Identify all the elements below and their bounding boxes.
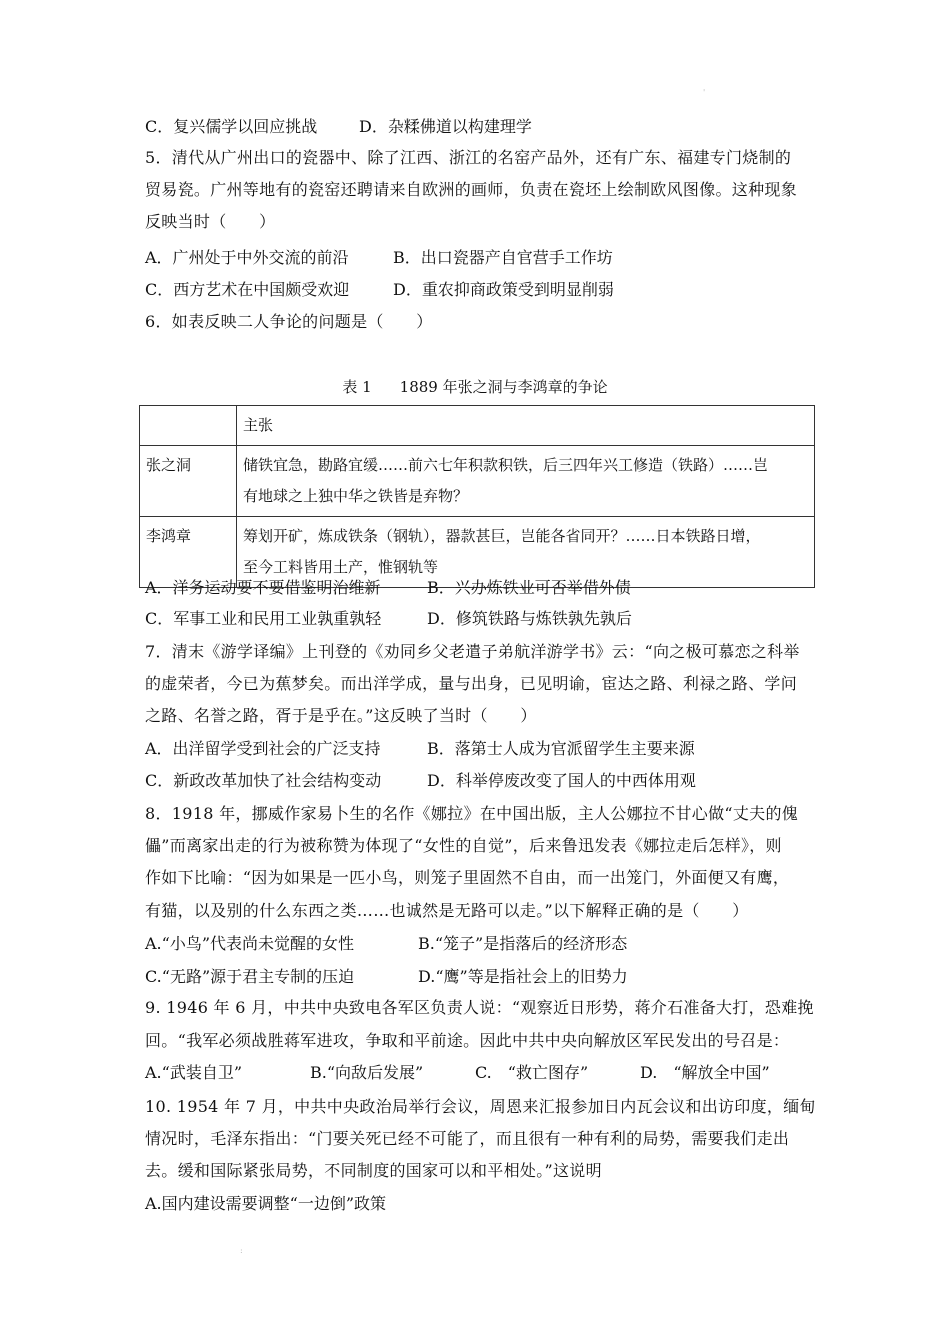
q10-stem-line-3: 去。缓和国际紧张局势，不同制度的国家可以和平相处。”这说明 [145, 1161, 602, 1180]
q8-option-d: D.“鹰”等是指社会上的旧势力 [418, 967, 628, 986]
q9-option-b: B.“向敌后发展” [310, 1063, 424, 1082]
table-header-row [140, 406, 815, 446]
table-row-claim [237, 517, 815, 588]
q7-stem-line-1: 7．清末《游学译编》上刊登的《劝同乡父老遣子弟航洋游学书》云：“向之极可慕恋之科举 [145, 642, 800, 661]
table-header-cell-claim: 主张 [237, 406, 815, 446]
debate-table [139, 405, 815, 588]
q4-option-c: C．复兴儒学以回应挑战 [145, 117, 318, 136]
q7-option-c: C．新政改革加快了社会结构变动 [145, 771, 382, 790]
q7-stem-line-2: 的虚荣者，今已为蕉梦矣。而出洋学成，量与出身，已见明谕，宦达之路、利禄之路、学问 [145, 674, 798, 693]
q10-stem-line-1: 10. 1954 年 7 月，中共中央政治局举行会议，周恩来汇报参加日内瓦会议和出访印度，缅甸 [145, 1097, 816, 1116]
q5-stem-line-3: 反映当时（ ） [145, 212, 276, 231]
q4-option-d: D．杂糅佛道以构建理学 [359, 117, 532, 136]
q9-stem-line-2: 回。“我军必须战胜蒋军进攻，争取和平前途。因此中共中央向解放区军民发出的号召是： [145, 1031, 790, 1050]
q6-option-a: A．洋务运动要不要借鉴明治维新 [145, 578, 381, 597]
table-row-claim [237, 446, 815, 517]
scan-speck: : [240, 1246, 243, 1255]
q10-option-a: A.国内建设需要调整“一边倒”政策 [145, 1194, 387, 1213]
q8-stem-line-3: 作如下比喻：“因为如果是一匹小鸟，则笼子里固然不自由，而一出笼门，外面便又有鹰， [145, 868, 790, 887]
table-row-claim-line: 至今工料皆用土产，惟钢轨等 [243, 558, 439, 576]
q6-option-c: C．军事工业和民用工业孰重孰轻 [145, 609, 382, 628]
q5-option-d: D．重农抑商政策受到明显削弱 [393, 280, 614, 299]
q8-stem-line-1: 8．1918 年，挪威作家易卜生的名作《娜拉》在中国出版，主人公娜拉不甘心做“丈夫的傀 [145, 804, 799, 823]
table-row-claim-line: 储铁宜急，勘路宜缓……前六七年积款积铁，后三四年兴工修造（铁路）……岂 [243, 456, 769, 474]
q8-option-a: A.“小鸟”代表尚未觉醒的女性 [145, 934, 355, 953]
table-row-name: 李鸿章 [140, 517, 237, 588]
q8-stem-line-4: 有猫，以及别的什么东西之类……也诚然是无路可以走。”以下解释正确的是（ ） [145, 901, 749, 920]
q8-stem-line-2: 儡”而离家出走的行为被称赞为体现了“女性的自觉”，后来鲁迅发表《娜拉走后怎样》，则 [145, 836, 782, 855]
table-row-name: 张之洞 [140, 446, 237, 517]
table-row [140, 517, 815, 588]
q9-option-c: C. “救亡图存” [475, 1063, 589, 1082]
table-row [140, 446, 815, 517]
q7-stem-line-3: 之路、名誉之路，胥于是乎在。”这反映了当时（ ） [145, 706, 537, 725]
q5-stem-line-2: 贸易瓷。广州等地有的瓷窑还聘请来自欧洲的画师，负责在瓷坯上绘制欧风图像。这种现象 [145, 180, 798, 199]
q5-stem-line-1: 5．清代从广州出口的瓷器中、除了江西、浙江的名窑产品外，还有广东、福建专门烧制的 [145, 148, 792, 167]
scan-speck: ' [703, 88, 706, 97]
q9-stem-line-1: 9. 1946 年 6 月，中共中央致电各军区负责人说：“观察近日形势，蒋介石准备大打，恐难挽 [145, 998, 814, 1017]
q8-option-b: B.“笼子”是指落后的经济形态 [418, 934, 628, 953]
q5-option-c: C．西方艺术在中国颇受欢迎 [145, 280, 350, 299]
table-caption [0, 377, 950, 397]
table-row-claim-line: 筹划开矿，炼成铁条（钢轨），器款甚巨，岂能各省同开？……日本铁路日增， [243, 527, 761, 545]
q5-option-b: B．出口瓷器产自官营手工作坊 [393, 248, 613, 267]
q9-option-d: D. “解放全中国” [640, 1063, 770, 1082]
table-header-cell-empty [140, 406, 237, 446]
q9-option-a: A.“武装自卫” [145, 1063, 243, 1082]
q10-stem-line-2: 情况时，毛泽东指出：“门要关死已经不可能了，而且很有一种有利的局势，需要我们走出 [145, 1129, 790, 1148]
table-caption-title: 1889 年张之洞与李鸿章的争论 [399, 378, 608, 396]
q6-option-d: D．修筑铁路与炼铁孰先孰后 [427, 609, 632, 628]
q7-option-a: A．出洋留学受到社会的广泛支持 [145, 739, 381, 758]
q7-option-d: D．科举停废改变了国人的中西体用观 [427, 771, 696, 790]
table-row-claim-line: 有地球之上独中华之铁皆是弃物？ [243, 487, 469, 505]
q6-stem: 6．如表反映二人争论的问题是（ ） [145, 312, 433, 331]
q5-option-a: A．广州处于中外交流的前沿 [145, 248, 349, 267]
table-caption-label: 表 1 [342, 378, 372, 396]
q7-option-b: B．落第士人成为官派留学生主要来源 [427, 739, 695, 758]
q6-option-b: B．兴办炼铁业可否举借外债 [427, 578, 631, 597]
q8-option-c: C.“无路”源于君主专制的压迫 [145, 967, 355, 986]
